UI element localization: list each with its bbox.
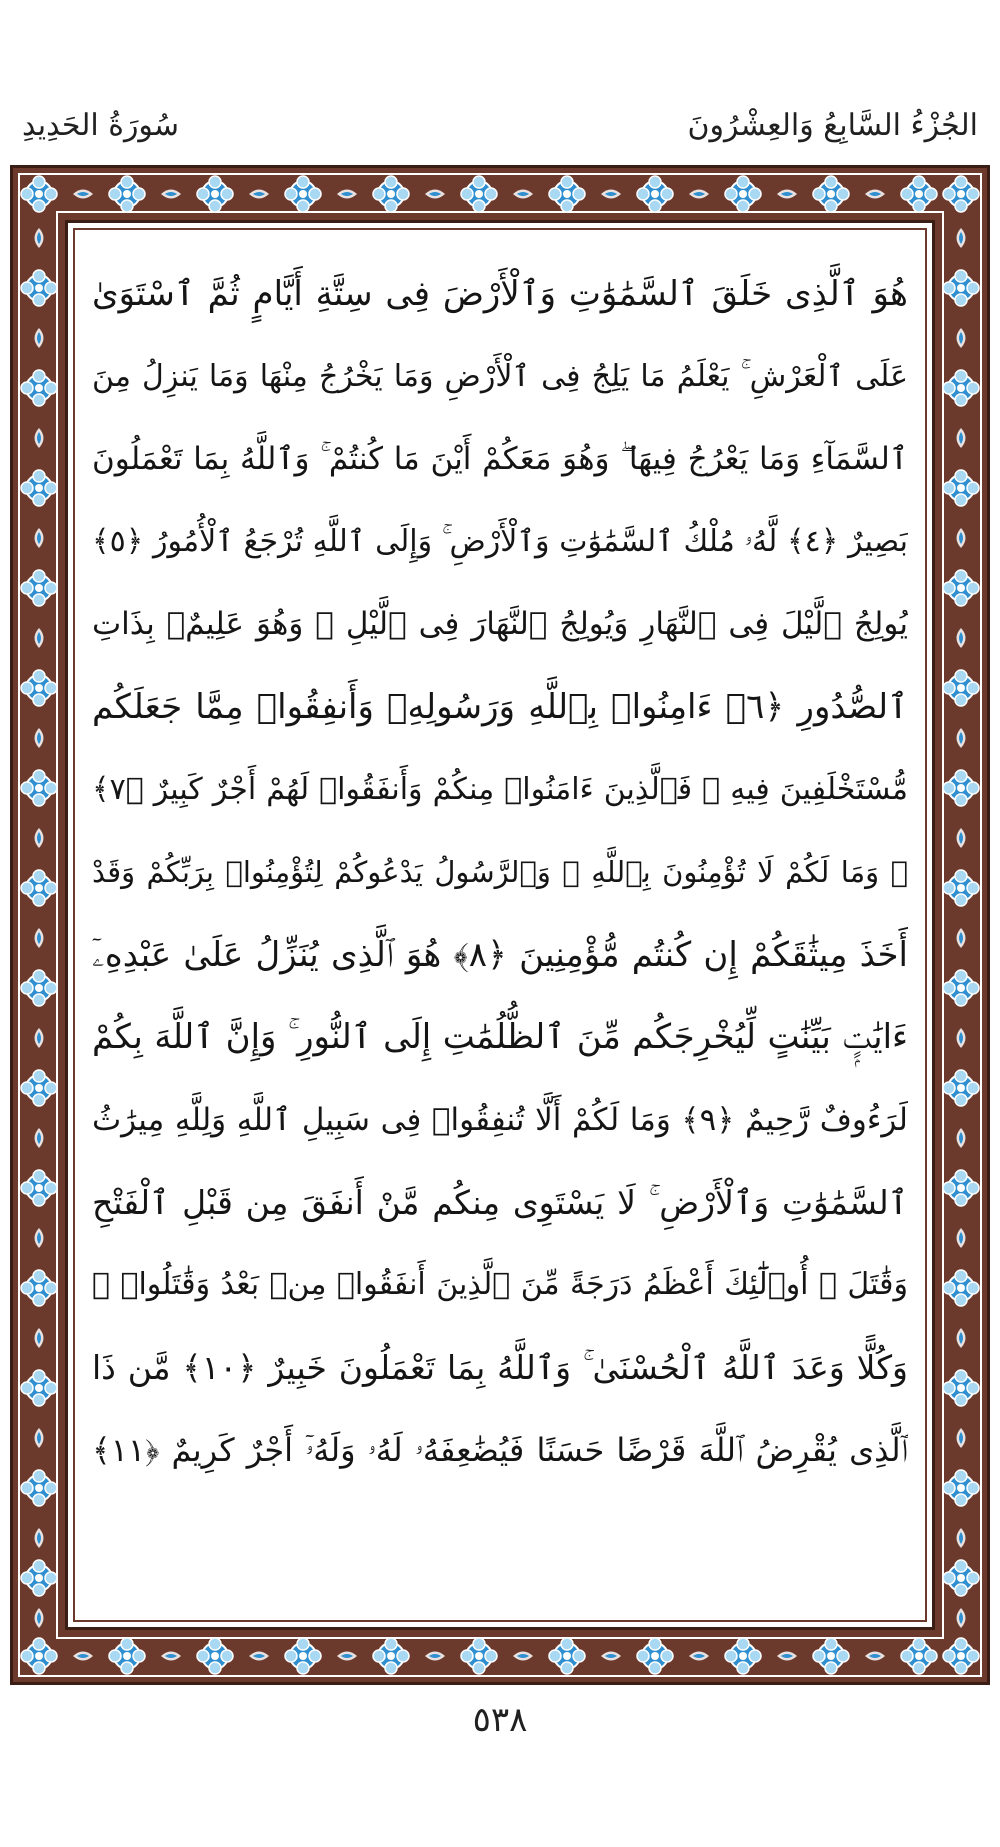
- text-line-5: يُولِجُ ٱلَّيْلَ فِى ٱلنَّهَارِ وَيُولِجُ ٱلنَّهَارَ فِى ٱلَّيْلِ ۚ وَهُوَ عَلِيمٌۢ بِذَاتِ: [92, 606, 908, 643]
- quran-text: [92, 253, 908, 1607]
- text-line-11: لَرَءُوفٌ رَّحِيمٌ ﴿٩﴾ وَمَا لَكُمْ أَلَّا تُنفِقُوا۟ فِى سَبِيلِ ٱللَّهِ وَلِلَّهِ مِيرَٰثُ: [92, 1101, 908, 1138]
- text-line-6: ٱلصُّدُورِ ﴿٦﴾ ءَامِنُوا۟ بِٱللَّهِ وَرَسُولِهِۦ وَأَنفِقُوا۟ مِمَّا جَعَلَكُم: [92, 686, 908, 727]
- text-panel: [65, 220, 935, 1630]
- text-line-12: ٱلسَّمَٰوَٰتِ وَٱلْأَرْضِ ۚ لَا يَسْتَوِى مِنكُم مَّنْ أَنفَقَ مِن قَبْلِ ٱلْفَتْحِ: [92, 1182, 908, 1222]
- page-frame: [10, 165, 990, 1685]
- text-line-14: وَكُلًّا وَعَدَ ٱللَّهُ ٱلْحُسْنَىٰ ۚ وَٱللَّهُ بِمَا تَعْمَلُونَ خَبِيرٌ ﴿١٠﴾ مَّن ذَا: [92, 1347, 908, 1387]
- text-line-15: ٱلَّذِى يُقْرِضُ ٱللَّهَ قَرْضًا حَسَنًا فَيُضَٰعِفَهُۥ لَهُۥ وَلَهُۥٓ أَجْرٌ كَرِيمٌ ﴿١١﴾: [92, 1431, 908, 1470]
- page-number: ٥٣٨: [472, 1700, 528, 1740]
- border-bottom-ornaments: [21, 1638, 979, 1674]
- header-juz-name: الجُزْءُ السَّابِعُ وَالعِشْرُونَ: [687, 108, 978, 143]
- border-right-ornaments: [943, 228, 979, 1628]
- text-line-8: ۞ وَمَا لَكُمْ لَا تُؤْمِنُونَ بِٱللَّهِ ۙ وَٱلرَّسُولُ يَدْعُوكُمْ لِتُؤْمِنُوا۟ بِرَبِّكُمْ وَقَدْ: [92, 855, 908, 890]
- text-line-13: وَقَٰتَلَ ۚ أُو۟لَٰٓئِكَ أَعْظَمُ دَرَجَةً مِّنَ ٱلَّذِينَ أَنفَقُوا۟ مِنۢ بَعْدُ وَقَٰتَلُوا۟ ۚ: [92, 1267, 908, 1303]
- text-line-7: مُّسْتَخْلَفِينَ فِيهِ ۖ فَٱلَّذِينَ ءَامَنُوا۟ مِنكُمْ وَأَنفَقُوا۟ لَهُمْ أَجْرٌ كَبِيرٌ ﴿٧﴾: [92, 771, 908, 807]
- text-line-10: ءَايَٰتٍۭ بَيِّنَٰتٍ لِّيُخْرِجَكُم مِّنَ ٱلظُّلُمَٰتِ إِلَى ٱلنُّورِ ۚ وَإِنَّ ٱللَّهَ بِكُمْ: [92, 1017, 908, 1058]
- border-left-ornaments: [21, 228, 57, 1628]
- text-line-4: بَصِيرٌ ﴿٤﴾ لَّهُۥ مُلْكُ ٱلسَّمَٰوَٰتِ وَٱلْأَرْضِ ۚ وَإِلَى ٱللَّهِ تُرْجَعُ ٱلْأُمُورُ ﴿٥﴾: [92, 523, 908, 559]
- header-surah-name: سُورَةُ الحَدِيدِ: [22, 108, 180, 143]
- text-line-9: أَخَذَ مِيثَٰقَكُمْ إِن كُنتُم مُّؤْمِنِينَ ﴿٨﴾ هُوَ ٱلَّذِى يُنَزِّلُ عَلَىٰ عَبْدِهِۦٓ: [92, 934, 908, 975]
- text-line-3: ٱلسَّمَآءِ وَمَا يَعْرُجُ فِيهَا ۖ وَهُوَ مَعَكُمْ أَيْنَ مَا كُنتُمْ ۚ وَٱللَّهُ بِمَا تَعْمَلُونَ: [92, 441, 908, 478]
- text-line-1: هُوَ ٱلَّذِى خَلَقَ ٱلسَّمَٰوَٰتِ وَٱلْأَرْضَ فِى سِتَّةِ أَيَّامٍ ثُمَّ ٱسْتَوَىٰ: [92, 274, 908, 314]
- border-top-ornaments: [21, 176, 979, 212]
- text-line-2: عَلَى ٱلْعَرْشِ ۚ يَعْلَمُ مَا يَلِجُ فِى ٱلْأَرْضِ وَمَا يَخْرُجُ مِنْهَا وَمَا يَنزِلُ مِنَ: [92, 358, 908, 394]
